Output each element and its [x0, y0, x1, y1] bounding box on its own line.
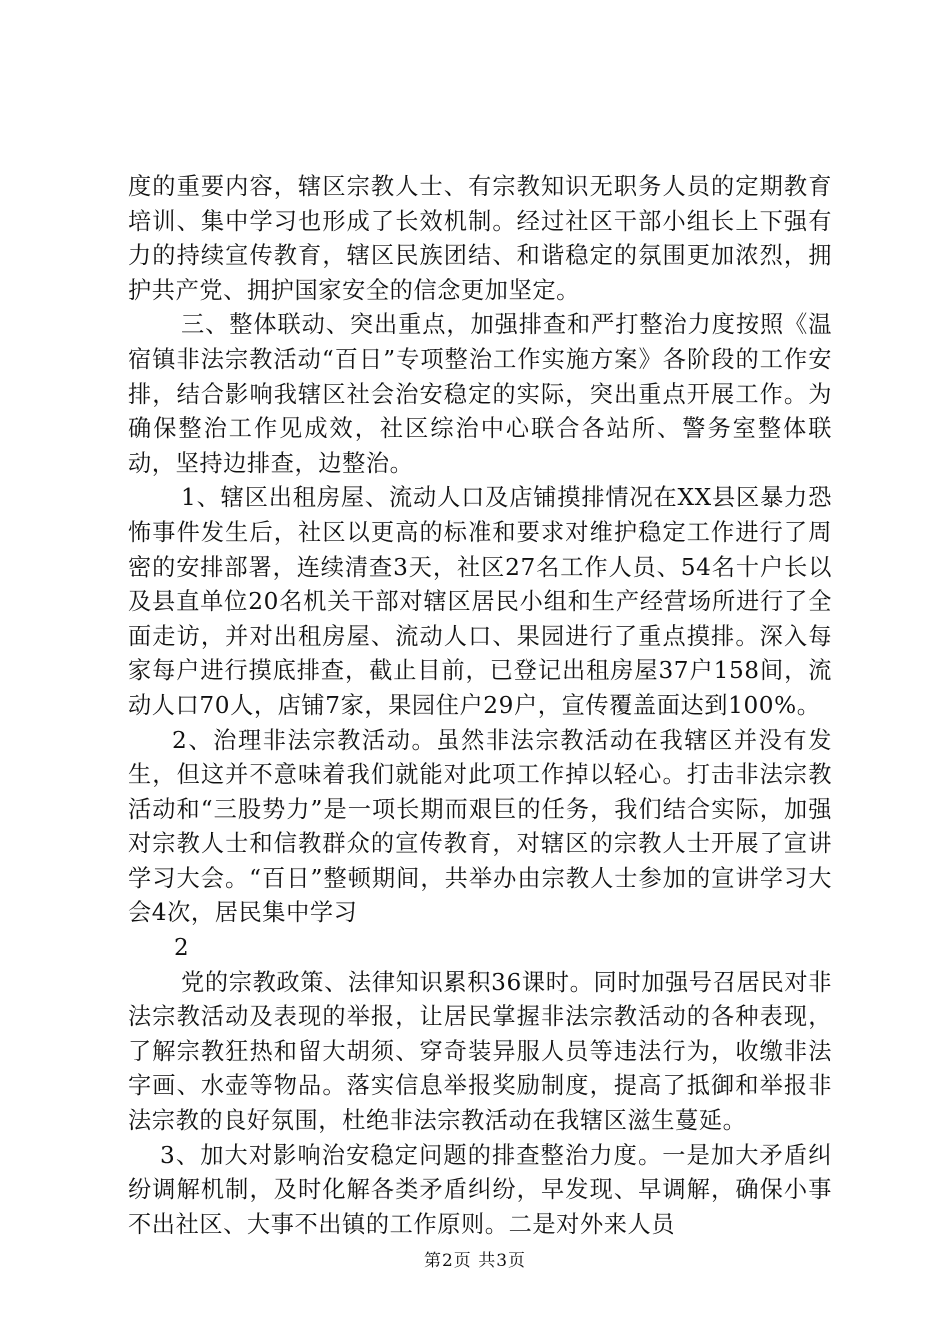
- page-footer: 第2页 共3页: [423, 1251, 527, 1271]
- paragraph-item-one: 1、辖区出租房屋、流动人口及店铺摸排情况在XX县区暴力恐怖事件发生后，社区以更高的标准和要求对维护稳定工作进行了周密的安排部署，连续清查3天，社区27名工作人员、54名十户长以及县直单位20名机关干部对辖区居民小组和生产经营场所进行了全面走访，并对出租房屋、流动人口、果园进行了重点摸排。深入每家每户进行摸底排查，截止目前，已登记出租房屋37户158间，流动人口70人，店铺7家，果园住户29户，宣传覆盖面达到100%。: [128, 484, 832, 719]
- inline-page-number: 2: [174, 935, 189, 962]
- paragraph-item-three: 3、加大对影响治安稳定问题的排查整治力度。一是加大矛盾纠纷调解机制，及时化解各类矛盾纠纷，早发现、早调解，确保小事不出社区、大事不出镇的工作原则。二是对外来人员: [128, 1141, 832, 1238]
- document-body: [128, 170, 832, 1242]
- paragraph-continuation: 度的重要内容，辖区宗教人士、有宗教知识无职务人员的定期教育培训、集中学习也形成了长效机制。经过社区干部小组长上下强有力的持续宣传教育，辖区民族团结、和谐稳定的氛围更加浓烈，拥护共产党、拥护国家安全的信念更加坚定。: [128, 173, 832, 304]
- paragraph-item-two-continued: 党的宗教政策、法律知识累积36课时。同时加强号召居民对非法宗教活动及表现的举报，让居民掌握非法宗教活动的各种表现，了解宗教狂热和留大胡须、穿奇装异服人员等违法行为，收缴非法字画、水壶等物品。落实信息举报奖励制度，提高了抵御和举报非法宗教的良好氛围，杜绝非法宗教活动在我辖区滋生蔓延。: [128, 968, 832, 1135]
- paragraph-item-two: 2、治理非法宗教活动。虽然非法宗教活动在我辖区并没有发生，但这并不意味着我们就能对此项工作掉以轻心。打击非法宗教活动和“三股势力”是一项长期而艰巨的任务，我们结合实际，加强对宗教人士和信教群众的宣传教育，对辖区的宗教人士开展了宣讲学习大会。“百日”整顿期间，共举办由宗教人士参加的宣讲学习大会4次，居民集中学习: [128, 726, 832, 927]
- paragraph-section-three: 三、整体联动、突出重点，加强排查和严打整治力度按照《温宿镇非法宗教活动“百日”专项整治工作实施方案》各阶段的工作安排，结合影响我辖区社会治安稳定的实际，突出重点开展工作。为确保整治工作见成效，社区综治中心联合各站所、警务室整体联动，坚持边排查，边整治。: [128, 311, 832, 477]
